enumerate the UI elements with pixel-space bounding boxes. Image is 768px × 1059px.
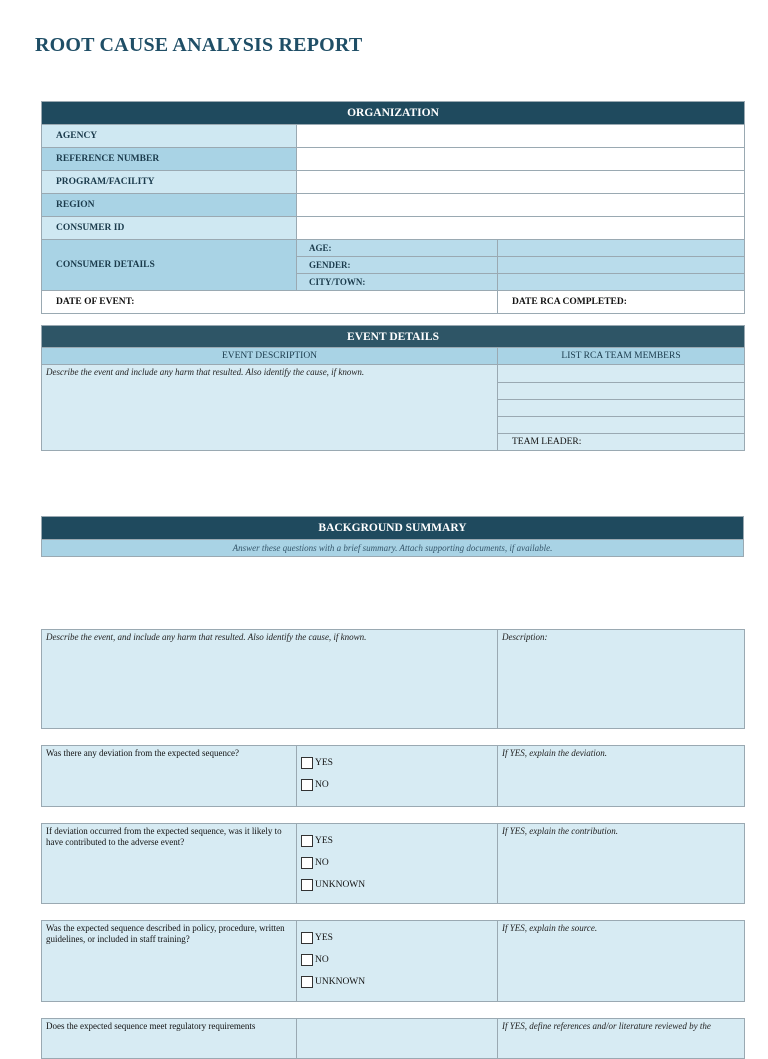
question-deviation: [41, 745, 745, 807]
checkbox[interactable]: [301, 857, 313, 869]
date-of-event-field[interactable]: DATE OF EVENT:: [42, 291, 498, 314]
agency-field[interactable]: [297, 125, 745, 148]
region-label: REGION: [42, 194, 297, 217]
team-member-row[interactable]: [498, 417, 745, 434]
organization-table: [41, 101, 745, 314]
question-text: Was there any deviation from the expected sequence?: [42, 746, 297, 807]
explain-field[interactable]: If YES, explain the contribution.: [498, 824, 745, 904]
explain-field[interactable]: If YES, explain the source.: [498, 921, 745, 1002]
checkbox[interactable]: [301, 835, 313, 847]
team-member-row[interactable]: [498, 365, 745, 383]
gender-field[interactable]: [498, 257, 745, 274]
background-summary-table: [41, 516, 744, 557]
answer-options: [297, 921, 498, 1002]
option-no[interactable]: NO: [301, 774, 497, 796]
date-rca-completed-field[interactable]: DATE RCA COMPLETED:: [498, 291, 745, 314]
answer-options: [297, 746, 498, 807]
program-facility-field[interactable]: [297, 171, 745, 194]
description-field[interactable]: Description:: [498, 630, 745, 729]
program-facility-label: PROGRAM/FACILITY: [42, 171, 297, 194]
age-label: AGE:: [297, 240, 498, 257]
describe-event-field[interactable]: Describe the event, and include any harm that resulted. Also identify the cause, if known.: [42, 630, 498, 729]
page-title: ROOT CAUSE ANALYSIS REPORT: [35, 34, 363, 56]
checkbox[interactable]: [301, 879, 313, 891]
gender-label: GENDER:: [297, 257, 498, 274]
checkbox[interactable]: [301, 779, 313, 791]
city-town-field[interactable]: [498, 274, 745, 291]
reference-number-field[interactable]: [297, 148, 745, 171]
question-contribution: [41, 823, 745, 904]
answer-options: [297, 824, 498, 904]
event-description-header: EVENT DESCRIPTION: [42, 348, 498, 365]
option-yes[interactable]: YES: [301, 927, 497, 949]
option-unknown[interactable]: UNKNOWN: [301, 874, 497, 896]
background-summary-header: BACKGROUND SUMMARY: [42, 517, 744, 540]
organization-header: ORGANIZATION: [42, 102, 745, 125]
question-regulatory: [41, 1018, 745, 1059]
checkbox[interactable]: [301, 757, 313, 769]
region-field[interactable]: [297, 194, 745, 217]
agency-label: AGENCY: [42, 125, 297, 148]
consumer-details-label: CONSUMER DETAILS: [42, 240, 297, 291]
question-text: Was the expected sequence described in policy, procedure, written guidelines, or included in staff training?: [42, 921, 297, 1002]
city-town-label: CITY/TOWN:: [297, 274, 498, 291]
option-yes[interactable]: YES: [301, 752, 497, 774]
reference-number-label: REFERENCE NUMBER: [42, 148, 297, 171]
option-no[interactable]: NO: [301, 852, 497, 874]
question-policy: [41, 920, 745, 1002]
event-description-field[interactable]: Describe the event and include any harm that resulted. Also identify the cause, if known.: [42, 365, 498, 451]
consumer-id-label: CONSUMER ID: [42, 217, 297, 240]
question-text: Does the expected sequence meet regulatory requirements: [42, 1019, 297, 1059]
event-details-table: [41, 325, 745, 451]
explain-field[interactable]: If YES, explain the deviation.: [498, 746, 745, 807]
describe-event-table: [41, 629, 745, 729]
answer-options: [297, 1019, 498, 1059]
question-text: If deviation occurred from the expected sequence, was it likely to have contributed to the adverse event?: [42, 824, 297, 904]
team-member-row[interactable]: [498, 400, 745, 417]
event-details-header: EVENT DETAILS: [42, 326, 745, 348]
rca-team-header: LIST RCA TEAM MEMBERS: [498, 348, 745, 365]
background-note: Answer these questions with a brief summary. Attach supporting documents, if available.: [42, 540, 744, 557]
team-leader-field[interactable]: TEAM LEADER:: [498, 434, 745, 451]
option-unknown[interactable]: UNKNOWN: [301, 971, 497, 993]
checkbox[interactable]: [301, 954, 313, 966]
age-field[interactable]: [498, 240, 745, 257]
checkbox[interactable]: [301, 932, 313, 944]
team-member-row[interactable]: [498, 383, 745, 400]
explain-field[interactable]: If YES, define references and/or literature reviewed by the: [498, 1019, 745, 1059]
option-yes[interactable]: YES: [301, 830, 497, 852]
checkbox[interactable]: [301, 976, 313, 988]
consumer-id-field[interactable]: [297, 217, 745, 240]
option-no[interactable]: NO: [301, 949, 497, 971]
